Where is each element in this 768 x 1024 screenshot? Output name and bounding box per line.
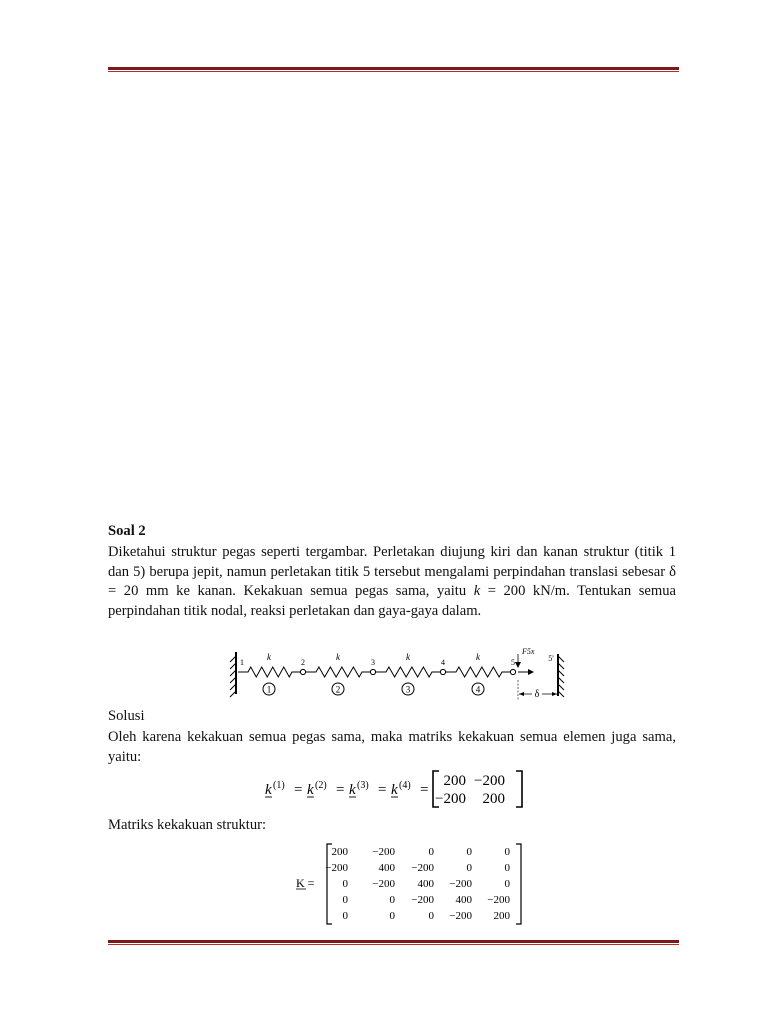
structure-matrix-symbol: K = bbox=[296, 876, 315, 890]
matrix-label: Matriks kekakuan struktur: bbox=[108, 817, 267, 833]
svg-text:k: k bbox=[307, 782, 314, 798]
svg-text:=: = bbox=[294, 782, 303, 798]
svg-text:(4): (4) bbox=[399, 780, 411, 791]
structure-matrix-cell: 0 bbox=[504, 862, 510, 874]
footer-rule bbox=[108, 940, 679, 945]
structure-matrix-cell: 0 bbox=[466, 862, 472, 874]
element-label: 1 bbox=[266, 684, 272, 695]
structure-matrix-cell: 0 bbox=[389, 910, 395, 922]
solution-title: Solusi bbox=[108, 708, 145, 724]
svg-text:=: = bbox=[420, 782, 429, 798]
spring-1 bbox=[238, 667, 300, 677]
spring-3 bbox=[376, 667, 440, 677]
node-2 bbox=[300, 669, 305, 674]
element-matrix-cell: 200 bbox=[482, 791, 505, 807]
element-label: 4 bbox=[475, 684, 481, 695]
structure-matrix-cell: 0 bbox=[504, 846, 510, 858]
element-matrix-cell: −200 bbox=[435, 791, 466, 807]
structure-matrix-cell: 400 bbox=[378, 862, 395, 874]
support-node-label: 5' bbox=[548, 654, 554, 663]
spring-stiffness-label: k bbox=[267, 652, 271, 662]
element-label: 2 bbox=[335, 684, 341, 695]
structure-stiffness-matrix bbox=[296, 842, 536, 926]
structure-matrix-cell: 0 bbox=[342, 878, 348, 890]
svg-text:(3): (3) bbox=[357, 780, 369, 791]
svg-text:k: k bbox=[391, 782, 398, 798]
element-matrix-lhs bbox=[265, 780, 428, 798]
structure-matrix-cell: −200 bbox=[449, 878, 472, 890]
svg-text:k: k bbox=[349, 782, 356, 798]
structure-matrix-cell: 0 bbox=[428, 846, 434, 858]
structure-matrix-cell: 200 bbox=[493, 910, 510, 922]
header-rule bbox=[108, 67, 679, 72]
node-label: 3 bbox=[371, 658, 375, 667]
node-label: 4 bbox=[441, 658, 445, 667]
node-label: 5 bbox=[511, 658, 515, 667]
displacement-label: δ bbox=[534, 689, 540, 700]
element-matrix-cell: −200 bbox=[474, 773, 505, 789]
structure-matrix-cell: −200 bbox=[411, 894, 434, 906]
spring-2 bbox=[306, 667, 370, 677]
svg-text:=: = bbox=[336, 782, 345, 798]
spring-4 bbox=[446, 667, 510, 677]
structure-matrix-cell: −200 bbox=[325, 862, 348, 874]
structure-matrix-cell: 0 bbox=[389, 894, 395, 906]
structure-matrix-cell: 0 bbox=[342, 894, 348, 906]
svg-text:=: = bbox=[378, 782, 387, 798]
element-matrix-cell: 200 bbox=[443, 773, 466, 789]
force-label: F5x bbox=[522, 647, 535, 656]
structure-matrix-cell: −200 bbox=[372, 878, 395, 890]
structure-matrix-cell: 400 bbox=[455, 894, 472, 906]
spring-structure-diagram bbox=[228, 646, 570, 702]
problem-paragraph: Diketahui struktur pegas seperti tergambar. Perletakan diujung kiri dan kanan struktur (titik 1 dan 5) berupa jepit, namun perletakan titik 5 tersebut mengalami perpindahan translasi sebesar δ = 20 mm ke kanan. Kekakuan semua pegas sama, yaitu k = 200 kN/m. Tentukan semua perpindahan titik nodal, reaksi perletakan dan gaya-gaya dalam. bbox=[108, 544, 676, 619]
structure-matrix-cell: −200 bbox=[411, 862, 434, 874]
node-5 bbox=[510, 669, 515, 674]
node-3 bbox=[370, 669, 375, 674]
section-heading: Soal 2 bbox=[108, 523, 146, 539]
element-stiffness-formula bbox=[265, 767, 535, 811]
structure-matrix-cell: 0 bbox=[342, 910, 348, 922]
spring-stiffness-label: k bbox=[406, 652, 410, 662]
node-label: 1 bbox=[240, 658, 244, 667]
svg-text:(1): (1) bbox=[273, 780, 285, 791]
node-label: 2 bbox=[301, 658, 305, 667]
spring-stiffness-label: k bbox=[336, 652, 340, 662]
structure-matrix-cell: −200 bbox=[372, 846, 395, 858]
structure-matrix-cell: −200 bbox=[487, 894, 510, 906]
structure-matrix-cell: 0 bbox=[466, 846, 472, 858]
element-label: 3 bbox=[405, 684, 411, 695]
solution-paragraph: Oleh karena kekakuan semua pegas sama, maka matriks kekakuan semua elemen juga sama, yaitu: bbox=[108, 729, 676, 765]
spring-stiffness-label: k bbox=[476, 652, 480, 662]
structure-matrix-cell: −200 bbox=[449, 910, 472, 922]
svg-text:(2): (2) bbox=[315, 780, 327, 791]
structure-matrix-cell: 200 bbox=[331, 846, 348, 858]
structure-matrix-cell: 0 bbox=[504, 878, 510, 890]
structure-matrix-cell: 400 bbox=[417, 878, 434, 890]
svg-text:k: k bbox=[265, 782, 272, 798]
node-4 bbox=[440, 669, 445, 674]
structure-matrix-cell: 0 bbox=[428, 910, 434, 922]
